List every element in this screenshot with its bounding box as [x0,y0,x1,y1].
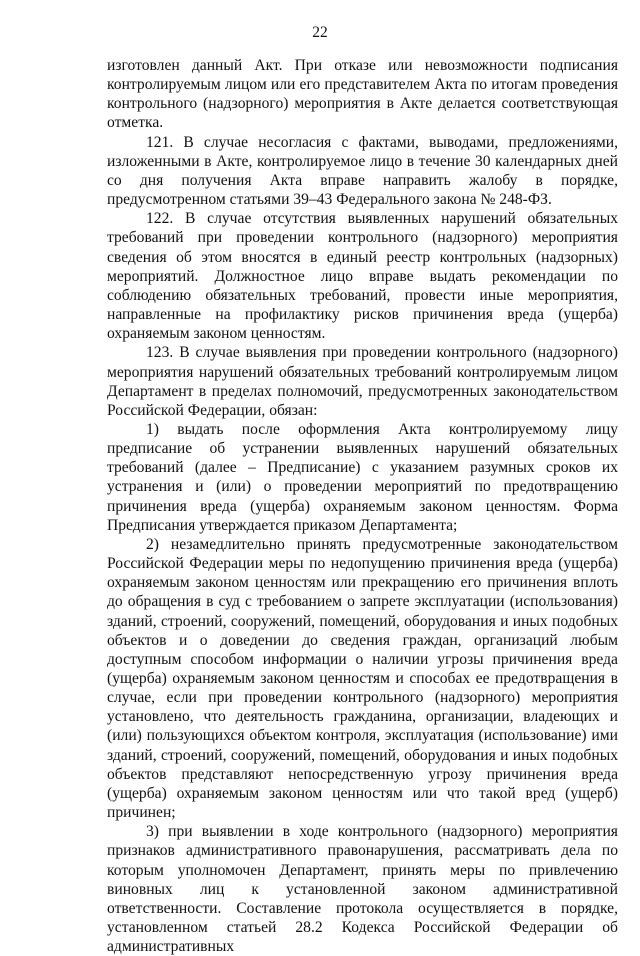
text-line: признаков административного правонарушения, рассматривать дела [107,842,591,860]
text-line: статьями 39–43 Федерального закона № 248-ФЗ. [229,191,552,209]
text-line: охраняемым законом ценностям и способах ее предотвращения в случае, [107,670,618,707]
text-line: сооружений, помещений, оборудования и иных подобных объектов [107,746,618,783]
text-line: представляют непосредственную угрозу причинения вреда (ущерба) [107,765,618,802]
text-line: 121. В случае несогласия с фактами, выводами, предложениями, [146,133,618,151]
text-line: мероприятия нарушений обязательных требований контролируемым лицом [107,363,618,381]
text-line: если при проведении контрольного (надзорного) мероприятия установлено, [107,689,618,726]
text-line: объектов и о доведении до сведения граждан, организаций любым доступным [107,631,618,668]
text-line: ценностям. [250,325,326,343]
text-line: 2) незамедлительно принять предусмотренные законодательством [146,535,618,553]
text-line: изложенными в Акте, контролируемое лицо в течение 30 календарных дней [107,152,618,170]
text-line: и (или) о проведении мероприятий по предотвращению причинения вреда [107,478,618,515]
paragraph-subitem-3 [107,822,618,956]
text-line: отметка. [107,114,164,132]
document-body [107,56,618,956]
text-line: статьей 28.2 Кодекса Российской Федерации об административных [107,919,618,956]
text-line: контролируемым лицом или его представителем Акта по итогам проведения [107,76,618,94]
text-line: приказом Департамента; [293,516,458,534]
text-line: 3) при выявлении в ходе контрольного (надзорного) мероприятия [146,823,618,841]
text-line: виновных лиц к установленной законом административной ответственности. [107,880,618,917]
text-line: 123. В случае выявления при проведении контрольного (надзорного) [146,344,618,362]
text-line: со дня получения Акта вправе направить жалобу в порядке, предусмотренном [107,171,618,209]
paragraph-continuation [107,56,618,133]
text-line: по которым уполномочен Департамент, принять меры по привлечению [107,842,618,879]
text-line: охраняемым законом ценностям или что такой вред (ущерб) причинен; [107,784,618,822]
text-line: Департамент в пределах полномочий, предусмотренных законодательством [107,382,618,400]
text-line: об устранении выявленных нарушений обязательных требований (далее – [107,440,618,477]
text-line: на профилактику рисков причинения вреда (ущерба) охраняемым законом [107,306,618,343]
text-line: изготовлен данный Акт. При отказе или невозможности подписания [107,57,618,74]
text-line: обязательных требований, провести иные мероприятия, направленные [107,286,618,324]
text-line: Российской Федерации, обязан: [107,401,318,419]
text-line: способом информации о наличии угрозы причинения вреда (ущерба) [107,650,618,687]
paragraph-subitem-1 [107,420,618,535]
text-line: объектом контроля, эксплуатация (использование) ими зданий, строений, [107,727,618,764]
paragraph-123 [107,343,618,420]
paragraph-subitem-2 [107,535,618,822]
text-line: контрольного (надзорного) мероприятия в Акте делается соответствующая [107,95,618,113]
paragraph-122 [107,209,618,343]
text-line: до обращения в суд с требованием о запрете эксплуатации (использования) [107,593,618,611]
page-number: 22 [312,24,328,41]
text-line: 1) выдать после оформления Акта контролируемому лицу предписание [107,420,618,458]
text-line: Российской Федерации меры по недопущению причинения вреда (ущерба) [107,555,618,573]
text-line: Предписание) с указанием разумных сроков их устранения [107,459,618,496]
text-line: Должностное лицо вправе выдать рекомендации по соблюдению [107,267,618,304]
text-line: что деятельность гражданина, организации, владеющих и (или) пользующихся [107,708,618,745]
text-line: 122. В случае отсутствия выявленных нарушений обязательных [146,210,618,228]
text-line: требований при проведении контрольного (надзорного) мероприятия сведения [107,229,618,266]
text-line: об этом вносятся в единый реестр контрольных (надзорных) мероприятий. [107,248,618,285]
text-line: охраняемым законом ценностям или прекращению его причинения вплоть [107,574,618,592]
paragraph-121 [107,133,618,210]
text-line: (ущерба) охраняемым законом ценностям. Форма Предписания утверждается [107,497,619,534]
text-line: зданий, строений, сооружений, помещений, оборудования и иных подобных [107,612,618,630]
text-line: Составление протокола осуществляется в порядке, установленном [107,899,618,937]
